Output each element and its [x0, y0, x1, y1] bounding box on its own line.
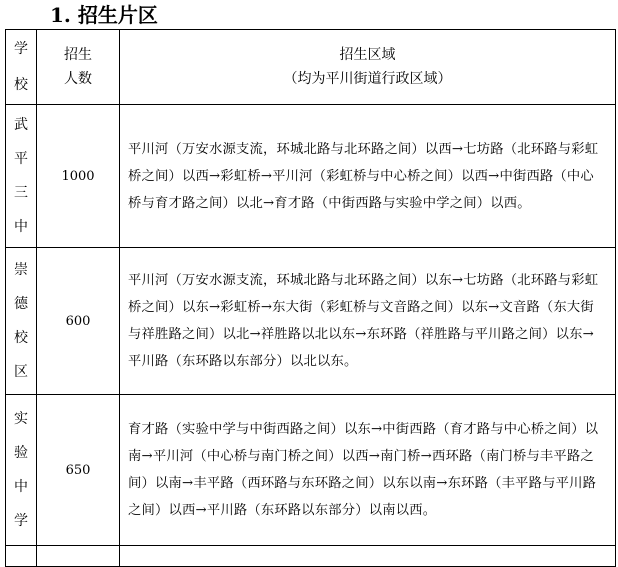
enrollment-area-cell: 育才路（实验中学与中街西路之间）以东→中街西路（育才路与中心桥之间）以南→平川河（中心桥与南门桥之间）以西→南门桥→西环路（南门桥与丰平路之间）以南→丰平路（西环路与东环路之间）以东以南→东环路（丰平路与平川路之间）以西→平川路（东环路以东部分）以南以西。 — [120, 395, 616, 546]
empty-cell — [120, 546, 616, 567]
enrollment-zone-table — [5, 29, 616, 567]
table-header-row — [6, 30, 616, 105]
table-row — [6, 248, 616, 395]
school-char: 实 — [14, 411, 28, 427]
enrollment-count-cell: 1000 — [37, 105, 120, 248]
enrollment-count-cell: 600 — [37, 248, 120, 395]
table-row — [6, 105, 616, 248]
school-char: 中 — [14, 479, 28, 495]
header-enrollment-area — [120, 30, 616, 105]
header-area-note: （均为平川街道行政区域） — [283, 71, 452, 87]
enrollment-area-cell: 平川河（万安水源支流，环城北路与北环路之间）以西→七坊路（北环路与彩虹桥之间）以西→彩虹桥→平川河（彩虹桥与中心桥之间）以西→中街西路（中心桥与育才路之间）以北→育才路（中街西路与实验中学之间）以西。 — [120, 105, 616, 248]
enrollment-area-cell: 平川河（万安水源支流，环城北路与北环路之间）以东→七坊路（北环路与彩虹桥之间）以东→彩虹桥→东大街（彩虹桥与文音路之间）以东→文音路（东大街与祥胜路之间）以北→祥胜路以北以东→东环路（祥胜路与平川路之间）以东→平川路（东环路以东部分）以北以东。 — [120, 248, 616, 395]
header-area-title: 招生区域 — [339, 47, 396, 63]
school-char: 崇 — [14, 262, 28, 278]
header-count-line: 招生 — [64, 47, 92, 63]
table-row — [6, 395, 616, 546]
school-char: 区 — [14, 364, 28, 380]
school-char: 中 — [14, 219, 28, 235]
school-name-cell — [6, 248, 37, 395]
empty-cell — [37, 546, 120, 567]
header-count-line: 人数 — [64, 71, 92, 87]
header-enrollment-count — [37, 30, 120, 105]
school-name-cell — [6, 105, 37, 248]
school-char: 武 — [14, 117, 28, 133]
header-school-char: 学 — [14, 41, 28, 57]
header-school — [6, 30, 37, 105]
school-char: 平 — [14, 151, 28, 167]
table-row-partial — [6, 546, 616, 567]
school-char: 验 — [14, 445, 28, 461]
school-char: 学 — [14, 513, 28, 529]
section-title: 1. 招生片区 — [50, 3, 158, 27]
school-name-cell — [6, 395, 37, 546]
header-school-char: 校 — [14, 77, 28, 93]
school-char: 三 — [14, 185, 28, 201]
empty-cell — [6, 546, 37, 567]
school-char: 德 — [14, 296, 28, 312]
enrollment-count-cell: 650 — [37, 395, 120, 546]
school-char: 校 — [14, 330, 28, 346]
